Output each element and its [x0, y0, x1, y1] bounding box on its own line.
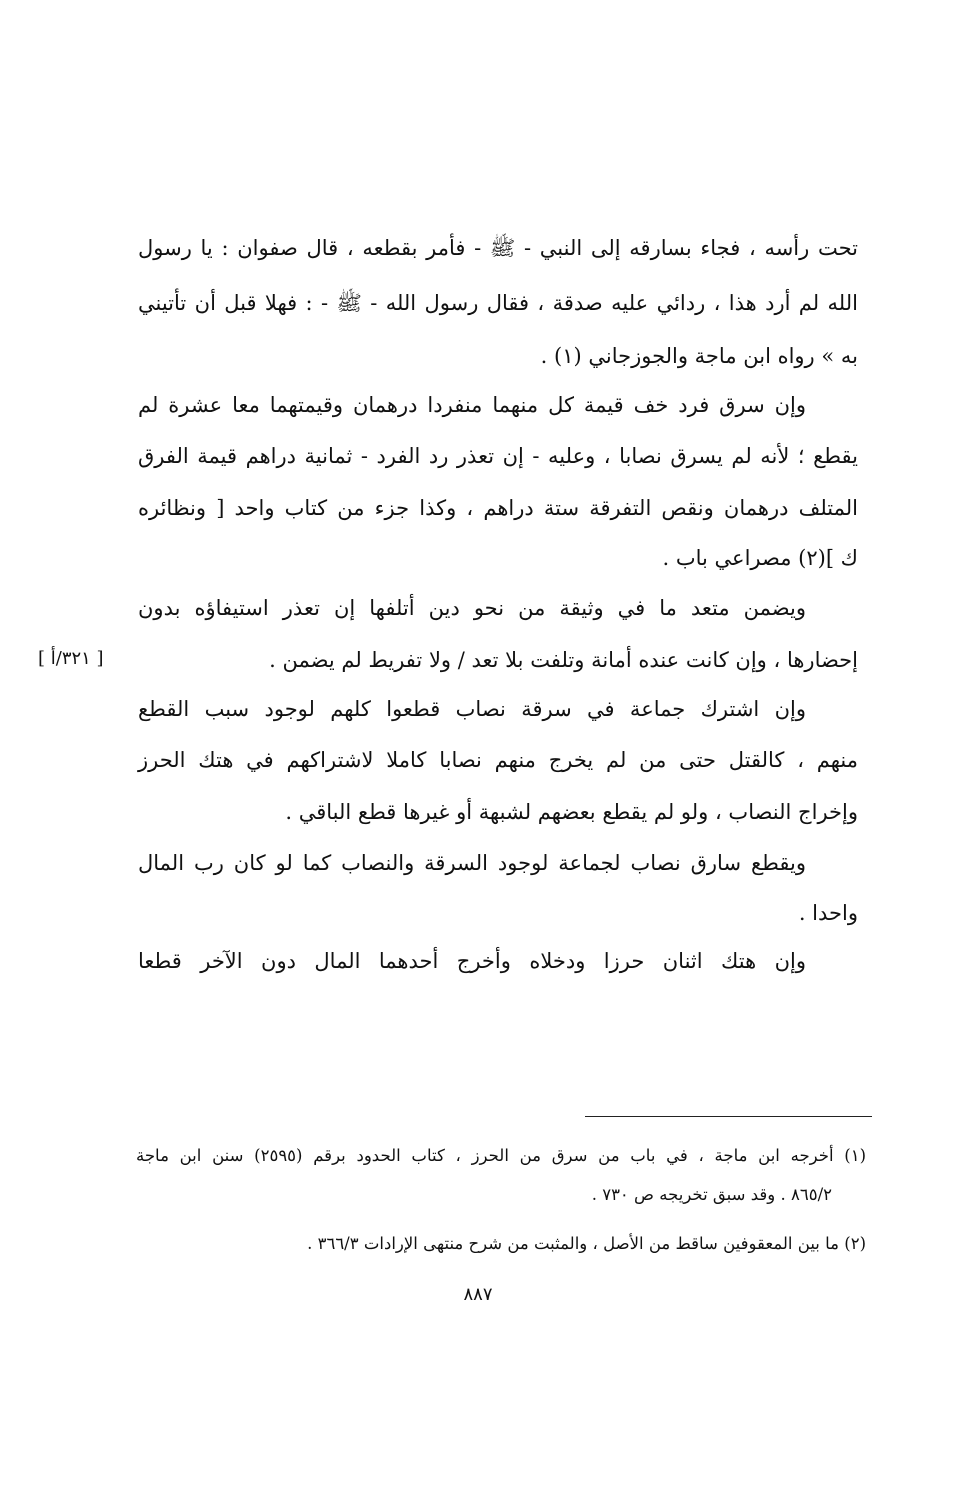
body-line-15: وإن هتك اثنان حرزا ودخلاه وأخرج أحدهما المال دون الآخر قطعا: [138, 949, 806, 973]
body-line-2: الله لم أرد هذا ، ردائي عليه صدقة ، فقال رسول الله - ﷺ - : فهلا قبل أن تأتيني: [138, 291, 858, 315]
body-line-8: ويضمن متعد ما في وثيقة من نحو دين أتلفها إن تعذر استيفاؤه بدون: [138, 596, 806, 620]
body-line-7: ك ](٢) مصراعي باب .: [662, 546, 858, 570]
footnote-1-line-2: ٨٦٥/٢ . وقد سبق تخريجه ص ٧٣٠ .: [591, 1185, 832, 1204]
body-line-14: واحدا .: [798, 901, 858, 925]
body-line-13: ويقطع سارق نصاب لجماعة لوجود السرقة والنصاب كما لو كان رب المال: [138, 851, 806, 875]
page-number: ٨٨٧: [463, 1284, 493, 1305]
body-line-3: به » رواه ابن ماجة والجوزجاني (١) .: [540, 344, 858, 368]
footnote-separator: [585, 1116, 872, 1117]
body-line-5: يقطع ؛ لأنه لم يسرق نصابا ، وعليه - إن تعذر رد الفرد - ثمانية دراهم قيمة الفرق: [138, 444, 858, 468]
body-line-6: المتلف درهمان ونقص التفرقة ستة دراهم ، وكذا جزء من كتاب واحد [ ونظائره: [138, 496, 858, 520]
footnote-1-line-1: (١) أخرجه ابن ماجة ، في باب من سرق من الحرز ، كتاب الحدود برقم (٢٥٩٥) سنن ابن ماجة: [136, 1146, 866, 1165]
body-line-11: منهم ، كالقتل حتى من لم يخرج منهم نصابا كاملا لاشتراكهم في هتك الحرز: [138, 748, 858, 772]
body-line-1: تحت رأسه ، فجاء بسارقه إلى النبي - ﷺ - فأمر بقطعه ، قال صفوان : يا رسول: [138, 236, 858, 260]
body-line-9: إحضارها ، وإن كانت عنده أمانة وتلفت بلا تعد / ولا تفريط لم يضمن .: [269, 648, 858, 672]
footnote-2: (٢) ما بين المعقوفين ساقط من الأصل ، والمثبت من شرح منتهى الإرادات ٣٦٦/٣ .: [307, 1234, 866, 1253]
body-line-10: وإن اشترك جماعة في سرقة نصاب قطعوا كلهم لوجود سبب القطع: [138, 697, 806, 721]
body-line-4: وإن سرق فرد خف قيمة كل منهما منفردا درهمان وقيمتهما معا عشرة لم: [138, 393, 806, 417]
body-line-12: وإخراج النصاب ، ولو لم يقطع بعضهم لشبهة أو غيرها قطع الباقي .: [285, 800, 858, 824]
manuscript-folio-marker: [ ٣٢١/أ ]: [38, 648, 104, 669]
